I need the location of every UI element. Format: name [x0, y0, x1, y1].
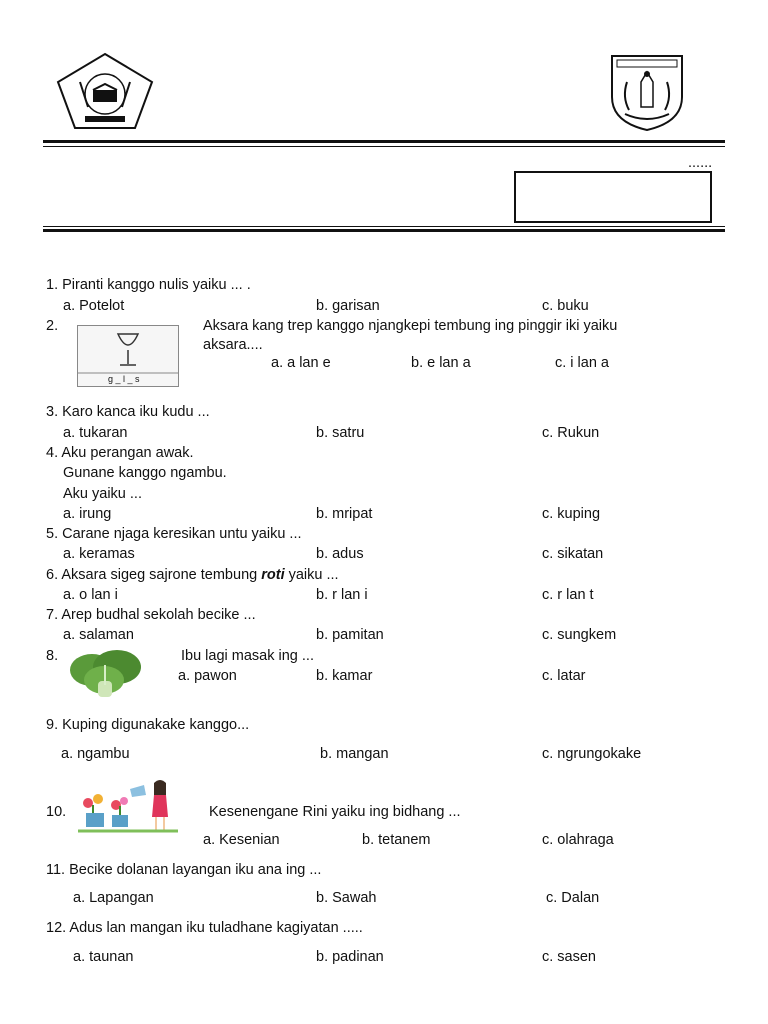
q1-option-c: c. buku [542, 298, 589, 314]
q5-option-c: c. sikatan [542, 546, 604, 562]
girl-watering-flowers-picture [68, 775, 186, 837]
q12-option-c: c. sasen [542, 949, 596, 965]
question-2-text-line1: Aksara kang trep kanggo njangkepi tembung ing pinggir iki yaiku [203, 318, 618, 334]
q7-option-a: a. salaman [63, 627, 134, 643]
q1-option-b: b. garisan [316, 298, 380, 314]
q9-option-c: c. ngrungokake [542, 746, 642, 762]
q11-option-a: a. Lapangan [73, 890, 154, 906]
q9-option-b: b. mangan [320, 746, 389, 762]
score-box [514, 171, 712, 223]
question-5: 5. Carane njaga keresikan untu yaiku ... [46, 526, 302, 542]
q4-option-c: c. kuping [542, 506, 601, 522]
q8-option-b: b. kamar [316, 668, 373, 684]
q5-option-b: b. adus [316, 546, 364, 562]
q9-option-a: a. ngambu [61, 746, 130, 762]
q1-option-a: a. Potelot [63, 298, 125, 314]
header-bottom-rule [43, 226, 725, 227]
question-2-text-line2: aksara.... [203, 337, 263, 353]
question-7: 7. Arep budhal sekolah becike ... [46, 607, 256, 623]
q3-option-a: a. tukaran [63, 425, 128, 441]
header-top-rule-thin [43, 146, 725, 147]
ministry-logo [55, 52, 155, 132]
q12-option-b: b. padinan [316, 949, 384, 965]
q8-option-a: a. pawon [178, 668, 237, 684]
question-8-text: Ibu lagi masak ing ... [181, 648, 314, 664]
question-11: 11. Becike dolanan layangan iku ana ing ... [46, 862, 322, 878]
question-12: 12. Adus lan mangan iku tuladhane kagiyatan ..... [46, 920, 363, 936]
question-2-number: 2. [46, 318, 59, 334]
question-3: 3. Karo kanca iku kudu ... [46, 404, 210, 420]
question-9: 9. Kuping digunakake kanggo... [46, 717, 250, 733]
header-top-rule [43, 140, 725, 143]
vegetable-picture [62, 645, 152, 700]
question-10-text: Kesenengane Rini yaiku ing bidhang ... [209, 804, 461, 820]
q6-option-a: a. o lan i [63, 587, 118, 603]
q10-option-c: c. olahraga [542, 832, 614, 848]
q11-option-c: c. Dalan [546, 890, 600, 906]
q8-option-c: c. latar [542, 668, 586, 684]
q11-option-b: b. Sawah [316, 890, 377, 906]
header-bottom-rule-thick [43, 229, 725, 232]
q2-option-c: c. i lan a [555, 355, 609, 371]
q10-option-a: a. Kesenian [203, 832, 280, 848]
q3-option-b: b. satru [316, 425, 365, 441]
question-8-number: 8. [46, 648, 59, 664]
q4-option-a: a. irung [63, 506, 112, 522]
q12-option-a: a. taunan [73, 949, 134, 965]
glass-picture [77, 325, 179, 387]
header-dots: ...... [688, 155, 713, 171]
q6-option-b: b. r lan i [316, 587, 368, 603]
q4-option-b: b. mripat [316, 506, 373, 522]
q2-option-a: a. a lan e [271, 355, 331, 371]
q6-option-c: c. r lan t [542, 587, 594, 603]
q3-option-c: c. Rukun [542, 425, 600, 441]
question-4-line1: 4. Aku perangan awak. [46, 445, 194, 461]
q5-option-a: a. keramas [63, 546, 135, 562]
q7-option-c: c. sungkem [542, 627, 617, 643]
question-6: 6. Aksara sigeg sajrone tembung roti yaiku ... [46, 567, 339, 583]
q7-option-b: b. pamitan [316, 627, 384, 643]
q2-option-b: b. e lan a [411, 355, 471, 371]
glass-picture-caption: g _ l _ s [108, 374, 140, 384]
regency-crest-logo [607, 52, 687, 132]
question-4-line3: Aku yaiku ... [63, 486, 142, 502]
question-4-line2: Gunane kanggo ngambu. [63, 465, 227, 481]
q10-option-b: b. tetanem [362, 832, 431, 848]
question-10-number: 10. [46, 804, 67, 820]
question-1: 1. Piranti kanggo nulis yaiku ... . [46, 277, 251, 293]
